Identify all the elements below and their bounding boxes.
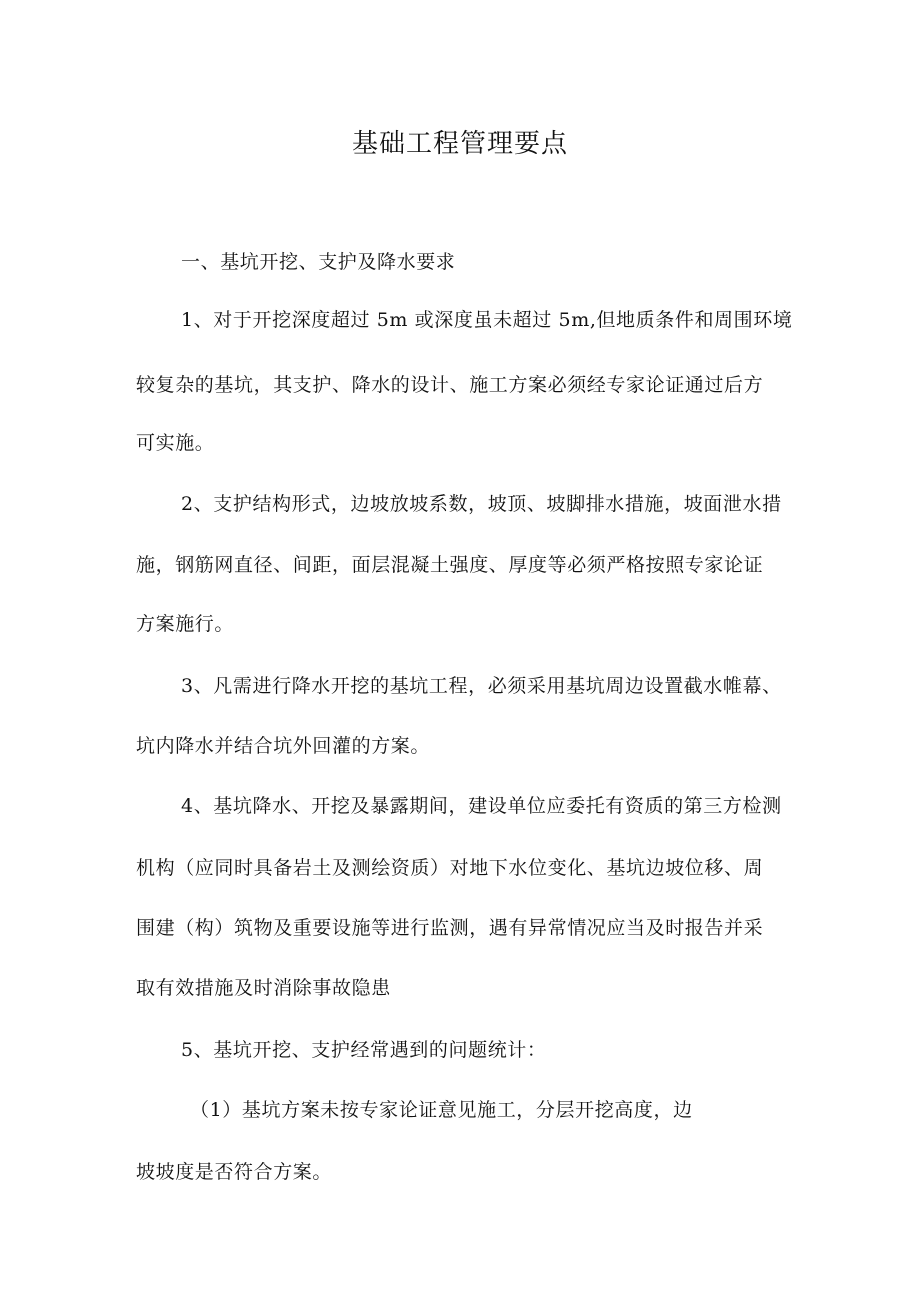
paragraph-3-line-2: 坑内降水并结合坑外回灌的方案。 <box>136 735 431 757</box>
sub-item-1-line-1: （1）基坑方案未按专家论证意见施工，分层开挖高度，边 <box>190 1099 693 1121</box>
paragraph-4-line-4: 取有效措施及时消除事故隐患 <box>136 977 391 999</box>
document-title: 基础工程管理要点 <box>351 129 568 159</box>
paragraph-1-line-2: 较复杂的基坑，其支护、降水的设计、施工方案必须经专家论证通过后方 <box>136 374 764 396</box>
paragraph-3-line-1: 3、凡需进行降水开挖的基坑工程，必须采用基坑周边设置截水帷幕、 <box>181 675 782 697</box>
paragraph-4-line-2: 机构（应同时具备岩土及测绘资质）对地下水位变化、基坑边坡位移、周 <box>136 857 764 879</box>
sub-item-1-line-2: 坡坡度是否符合方案。 <box>136 1161 333 1183</box>
paragraph-4-line-1: 4、基坑降水、开挖及暴露期间，建设单位应委托有资质的第三方检测 <box>181 795 782 817</box>
paragraph-2-line-3: 方案施行。 <box>136 613 235 635</box>
paragraph-4-line-3: 围建（构）筑物及重要设施等进行监测，遇有异常情况应当及时报告并采 <box>136 917 764 939</box>
paragraph-2-line-2: 施，钢筋网直径、间距，面层混凝土强度、厚度等必须严格按照专家论证 <box>136 554 764 576</box>
paragraph-5-line-1: 5、基坑开挖、支护经常遇到的问题统计： <box>181 1039 547 1061</box>
paragraph-1-line-3: 可实施。 <box>136 432 215 454</box>
paragraph-1-line-1: 1、对于开挖深度超过 5m 或深度虽未超过 5m,但地质条件和周围环境 <box>181 309 793 331</box>
section-heading: 一、基坑开挖、支护及降水要求 <box>181 251 456 273</box>
paragraph-2-line-1: 2、支护结构形式，边坡放坡系数，坡顶、坡脚排水措施，坡面泄水措 <box>181 493 782 515</box>
